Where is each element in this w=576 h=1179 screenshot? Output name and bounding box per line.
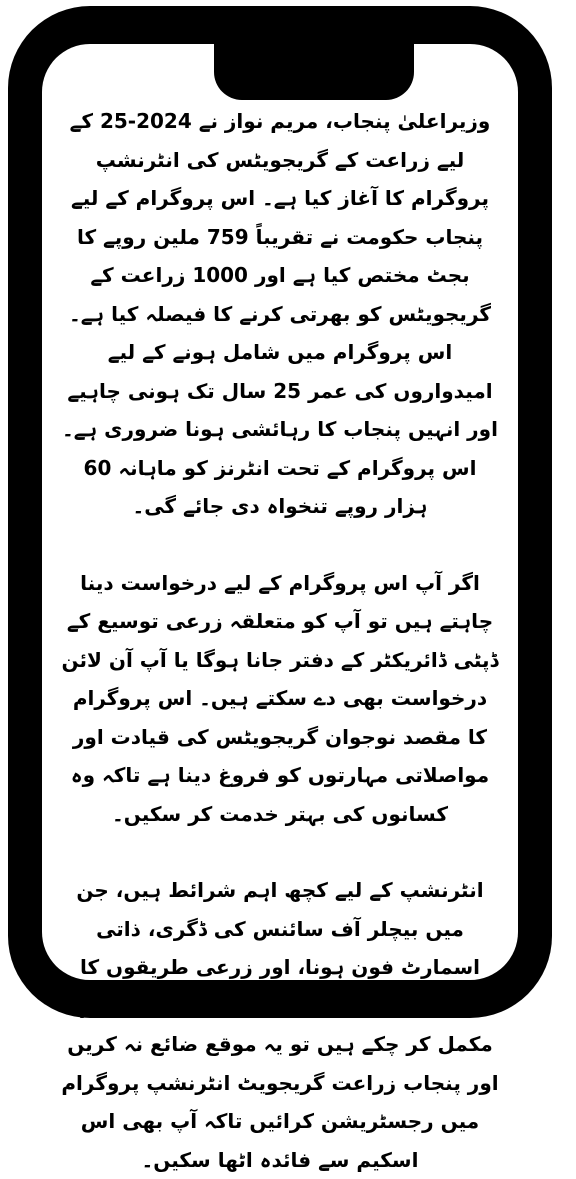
article-paragraph-1: وزیراعلیٰ پنجاب، مریم نواز نے 2024-25 کے لیے زراعت کے گریجویٹس کی انٹرنشپ پروگرام کا آغاز کیا ہے۔ اس پروگرام کے لیے پنجاب حکومت نے تقریباً 759 ملین روپے کا بجٹ مختص کیا ہے اور 1000 زراعت کے گریجویٹس کو بھرتی کرنے کا فیصلہ کیا ہے۔ اس پروگرام میں شامل ہونے کے لیے امیدواروں کی عمر 25 سال تک ہونی چاہیے اور انہیں پنجاب کا رہائشی ہونا ضروری ہے۔ اس پروگرام کے تحت انٹرنز کو ماہانہ 60 ہزار روپے تنخواہ دی جائے گی۔ xyxy=(62,109,498,518)
article-body xyxy=(60,102,500,1172)
phone-frame xyxy=(8,6,552,1172)
phone-screen xyxy=(42,44,518,1172)
article-paragraph-2: اگر آپ اس پروگرام کے لیے درخواست دینا چاہتے ہیں تو آپ کو متعلقہ زرعی توسیع کے ڈپٹی ڈائریکٹر کے دفتر جانا ہوگا یا آپ آن لائن درخواست بھی دے سکتے ہیں۔ اس پروگرام کا مقصد نوجوان گریجویٹس کی قیادت اور مواصلاتی مہارتوں کو فروغ دینا ہے تاکہ وہ کسانوں کی بہتر خدمت کر سکیں۔ xyxy=(61,570,499,826)
phone-notch xyxy=(214,42,414,100)
article-paragraph-3: انٹرنشپ کے لیے کچھ اہم شرائط ہیں، جن میں بیچلر آف سائنس کی ڈگری، ذاتی اسمارٹ فون ہونا، اور زرعی طریقوں کا اچھی طرح علم شامل ہیں۔ اگر آپ تعلیم مکمل کر چکے ہیں تو یہ موقع ضائع نہ کریں اور پنجاب زراعت گریجویٹ انٹرنشپ پروگرام میں رجسٹریشن کرائیں تاکہ آپ بھی اس اسکیم سے فائدہ اٹھا سکیں۔ xyxy=(61,878,499,1172)
